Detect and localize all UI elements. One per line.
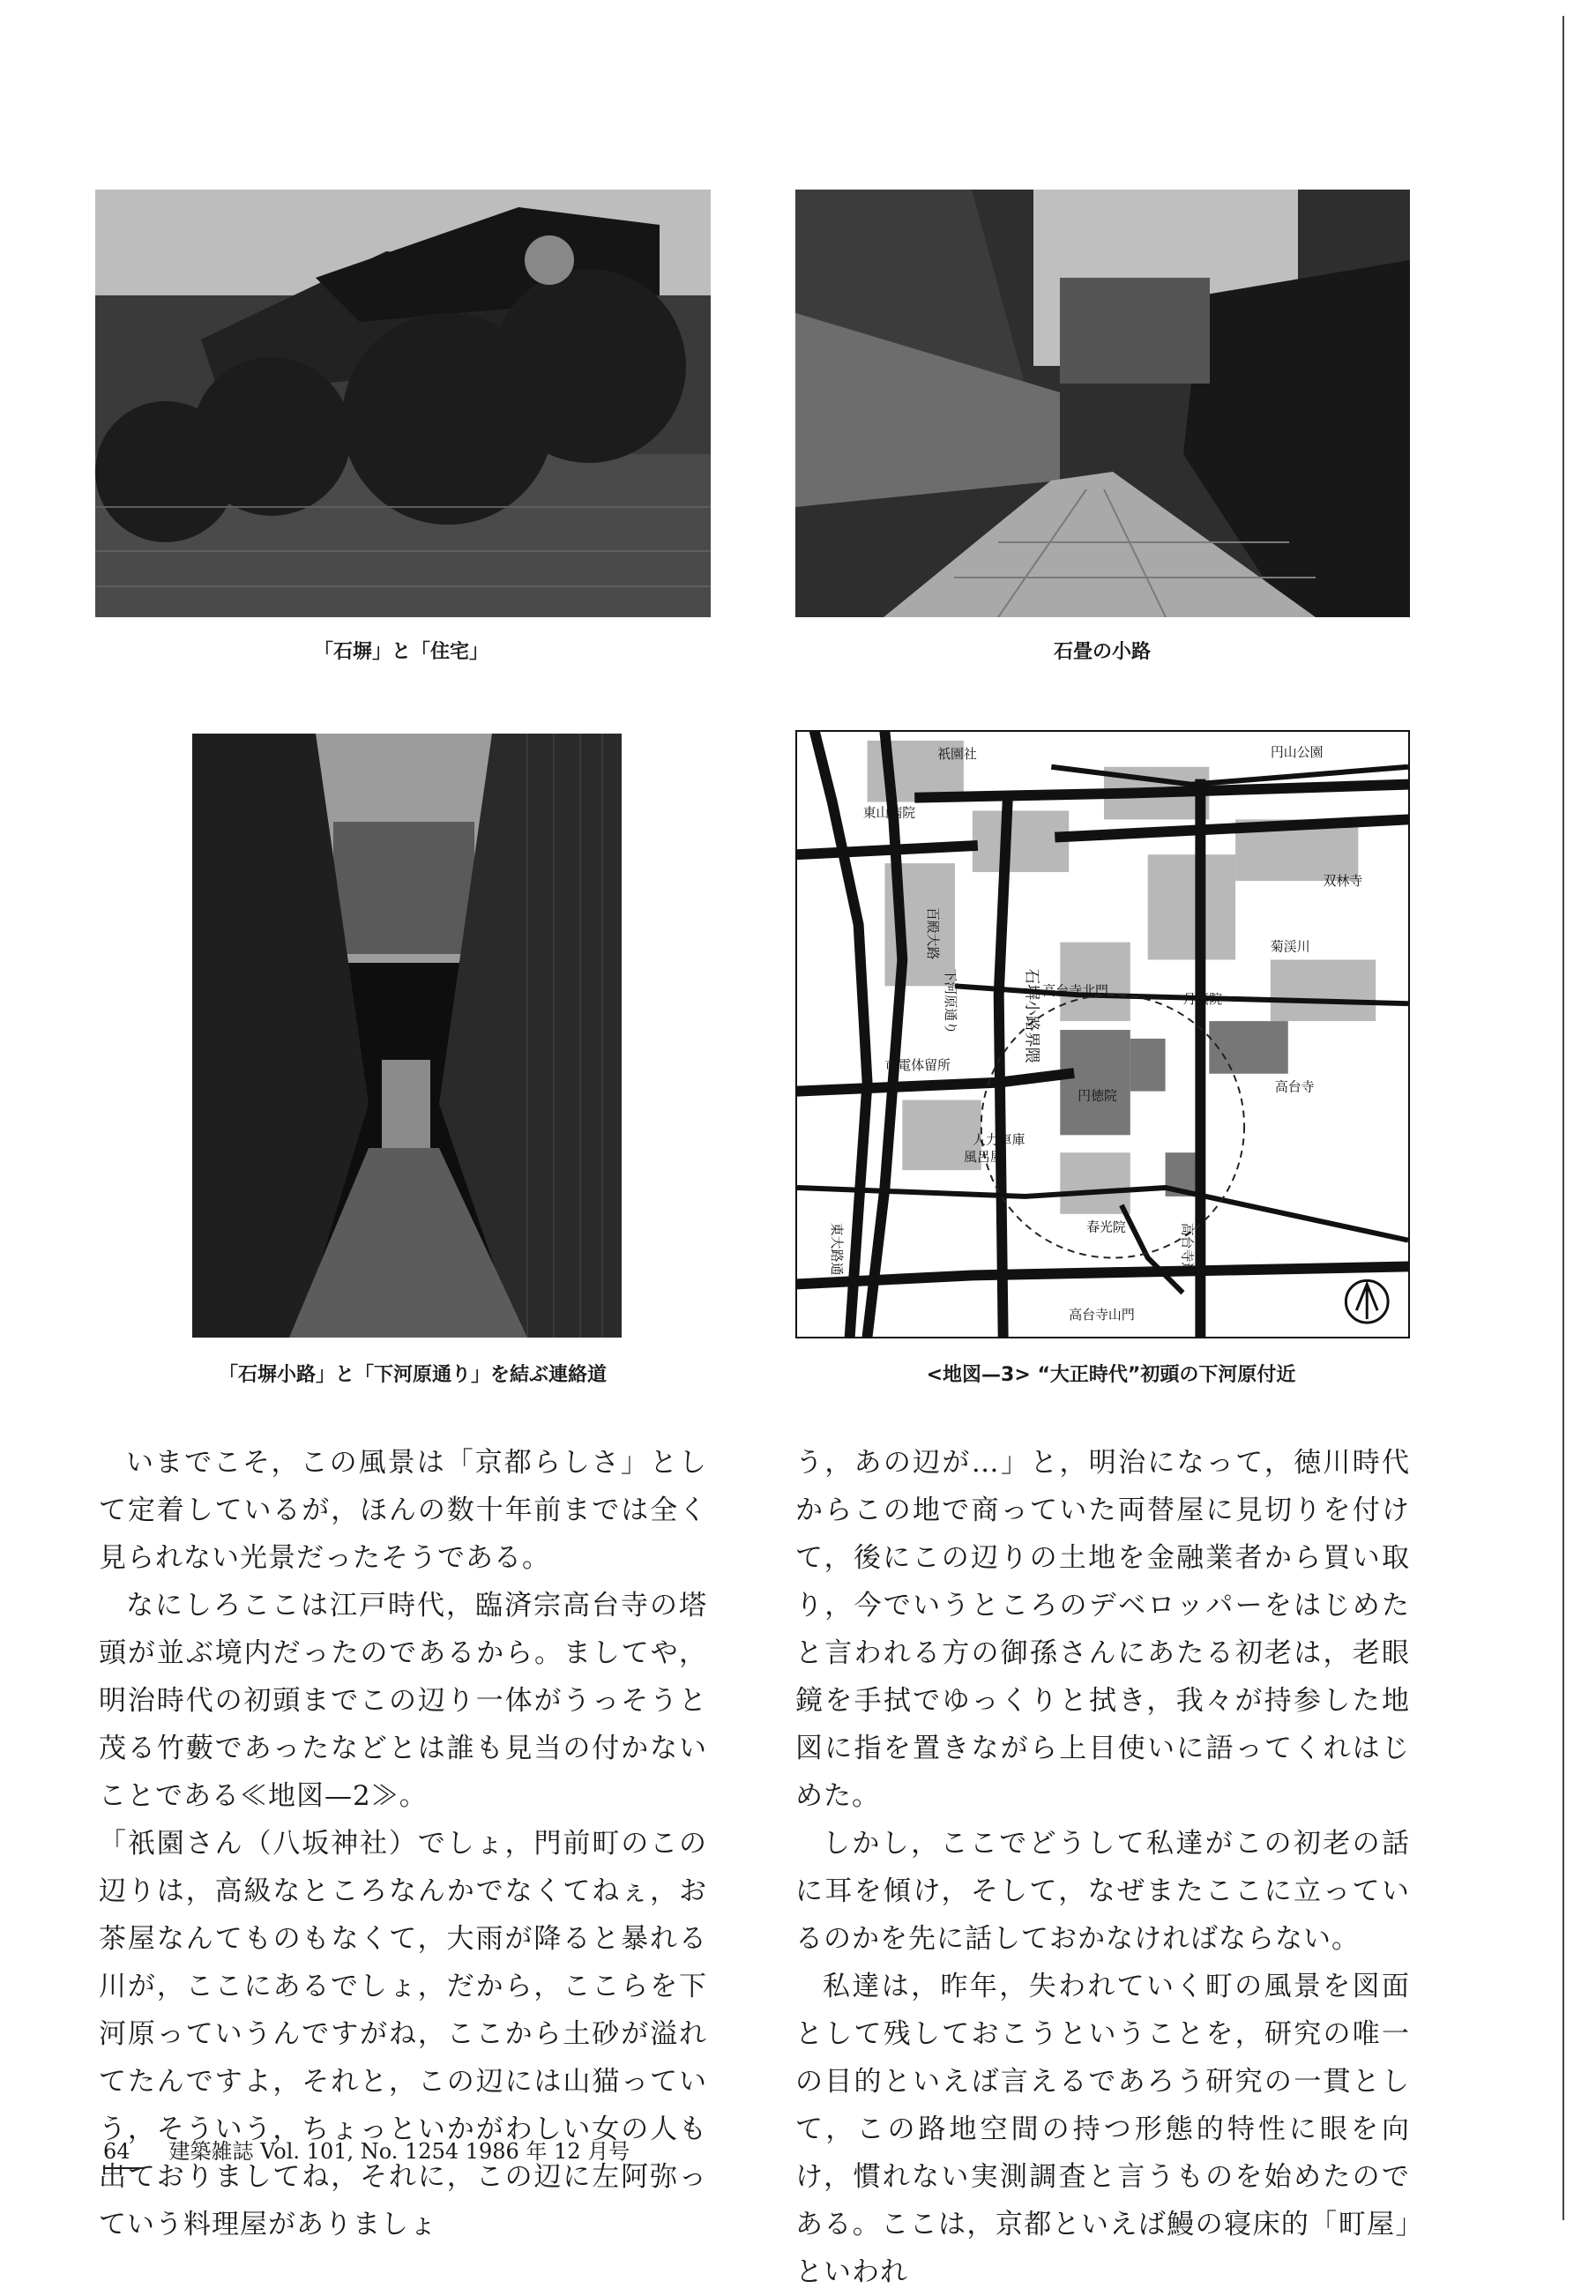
- map-label-entokuin: 円徳院: [1078, 1087, 1117, 1104]
- paragraph: しかし，ここでどうして私達がこの初老の話に耳を傾け，そして，なぜまたここに立っているのかを先に話しておかなければならない。: [795, 1828, 1410, 1955]
- map-label-denki-taiikujo: 市電体留所: [884, 1056, 951, 1073]
- map-label-furoya: 風呂屋: [963, 1149, 1003, 1166]
- map-label-kodaiji: 高台寺: [1274, 1078, 1315, 1095]
- page-number: 64: [103, 2139, 145, 2169]
- body-column-right: [795, 1439, 1410, 2296]
- map-label-kikeigawa: 菊渓川: [1270, 938, 1310, 955]
- map-label-maruyama: 円山公園: [1270, 743, 1324, 760]
- photo-stone-paved-alley: [795, 190, 1410, 617]
- photo1-caption: 「石塀」と「住宅」: [313, 641, 488, 663]
- body-column-left: [99, 1439, 707, 2248]
- map-label-gesshinin: 月真院: [1182, 991, 1223, 1008]
- map-caption: <地図—3> “大正時代”初頭の下河原付近: [926, 1364, 1296, 1386]
- map-label-higashioji: 東大路通り: [828, 1222, 845, 1289]
- journal-info: 建築雑誌 Vol. 101, No. 1254 1986 年 12 月号: [168, 2139, 630, 2164]
- paragraph: なにしろここは江戸時代，臨済宗高台寺の塔頭が並ぶ境内だったのであるから。ましてや，明治時代の初頭までこの辺り一体がうっそうと茂る竹藪であったなどとは誰も見当の付かないことである≪地図—2≫。: [99, 1590, 707, 1812]
- page-footer: [103, 2134, 630, 2169]
- map-label-ishibei-kai: 石塀小路界隈: [1022, 968, 1041, 1063]
- photo2-caption: 石畳の小路: [1053, 641, 1151, 663]
- photo3-caption: 「石塀小路」と「下河原通り」を結ぶ連絡道: [219, 1364, 608, 1386]
- map-label-shimogawara: 下河原通り: [943, 968, 959, 1034]
- map-taisho-shimogawara: [795, 730, 1410, 1338]
- paragraph: う，あの辺が…」と，明治になって，徳川時代からこの地で商っていた両替屋に見切りを付けて，後にこの辺りの土地を金融業者から買い取り，今でいうところのデベロッパーをはじめたと言われる方の御孫さんにあたる初老は，老眼鏡を手拭でゆっくりと拭き，我々が持参した地図に指を置きながら上目使いに語ってくれはじめた。: [795, 1447, 1410, 1812]
- paragraph: 私達は，昨年，失われていく町の風景を図面として残しておこうということを，研究の唯一の目的といえば言えるであろう研究の一貫として，この路地空間の持つ形態的特性に眼を向け，慣れない実測調査と言うものを始めたのである。ここは，京都といえば鰻の寝床的「町屋」といわれ: [795, 1971, 1410, 2288]
- map-label-kodaiji-michi: 高台寺道: [1179, 1222, 1196, 1276]
- photo-stone-wall-house: [95, 190, 711, 617]
- map-label-higashiyama-hospital: 東山病院: [862, 804, 916, 821]
- map-label-gion: 祇園社: [937, 745, 977, 762]
- paragraph: 「祇園さん（八坂神社）でしょ，門前町のこの辺りは，高級なところなんかでなくてねぇ，お茶屋なんてものもなくて，大雨が降ると暴れる川が，ここにあるでしょ，だから，ここらを下河原っていうんですがね，ここから土砂が溢れてたんですよ，それと，この辺には山猫っていう，そういう，ちょっといかがわしい女の人も出ておりましてね，それに，この辺に左阿弥っていう料理屋がありましょ: [99, 1828, 707, 2240]
- photo-connecting-passage: [192, 734, 622, 1338]
- map-label-kodaiji-sanmon: 高台寺山門: [1069, 1307, 1135, 1323]
- map-label-kodaiji-kitamon: 高台寺北門: [1042, 982, 1108, 999]
- paragraph: いまでこそ，この風景は「京都らしさ」として定着しているが，ほんの数十年前までは全く見られない光景だったそうである。: [99, 1447, 707, 1574]
- map-label-sorinji: 双林寺: [1323, 872, 1363, 889]
- page-edge-rule: [1562, 16, 1564, 2220]
- map-label-shunkoin: 春光院: [1086, 1219, 1126, 1235]
- map-label-hyakkeidai: 百殿大路: [925, 906, 942, 960]
- map-label-jinrikisha: 人力車庫: [972, 1131, 1025, 1148]
